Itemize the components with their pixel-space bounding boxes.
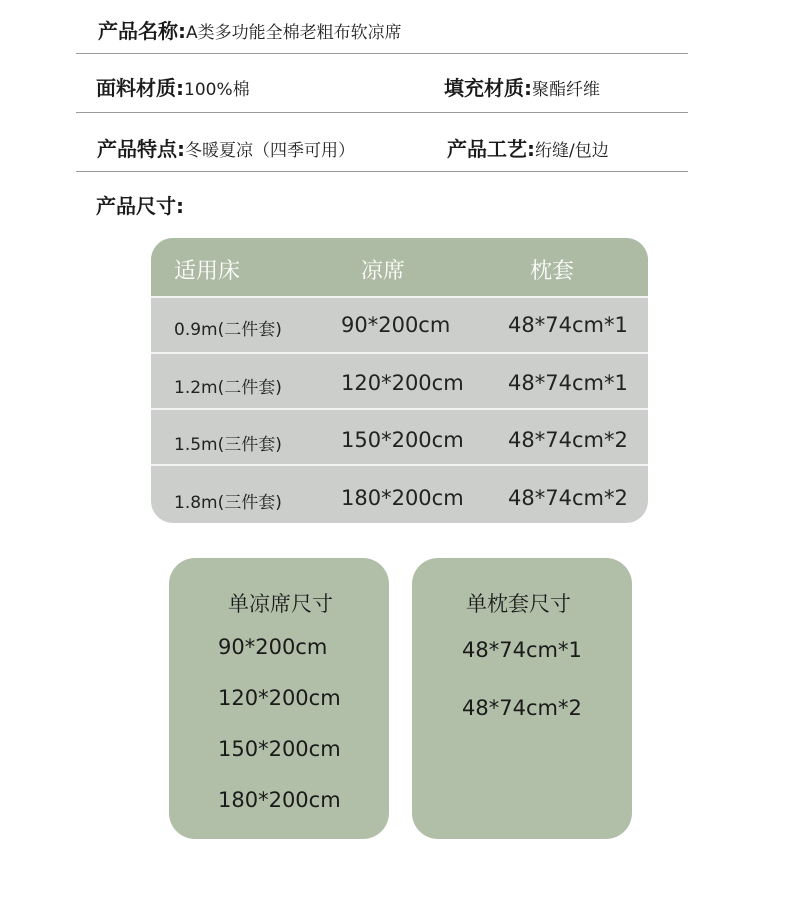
bed-size-cell: 1.2m(二件套) (174, 378, 282, 398)
mat-size-cell: 150*200cm (341, 428, 464, 452)
pillow-size-card (412, 558, 632, 839)
mat-size-card (169, 558, 389, 839)
feature-value: 冬暖夏凉（四季可用） (185, 141, 355, 161)
bed-size-cell: 0.9m(二件套) (174, 320, 282, 340)
divider (76, 112, 688, 113)
pillow-size-cell: 48*74cm*2 (508, 486, 628, 510)
pillow-size-cell: 48*74cm*2 (508, 428, 628, 452)
filling-label: 填充材质: (444, 76, 532, 100)
header-bed: 适用床 (174, 259, 241, 284)
size-heading (96, 190, 184, 219)
divider (76, 171, 688, 172)
mat-card-item: 180*200cm (218, 788, 341, 812)
craft-row (447, 133, 609, 162)
pillow-card-item: 48*74cm*2 (462, 696, 582, 720)
mat-card-item: 150*200cm (218, 737, 341, 761)
table-row (151, 354, 648, 410)
fabric-row (96, 72, 250, 101)
filling-row (444, 72, 600, 101)
filling-value: 聚酯纤维 (532, 80, 600, 100)
bed-size-cell: 1.5m(三件套) (174, 435, 282, 455)
product-name-value: A类多功能全棉老粗布软凉席 (186, 23, 402, 43)
table-row (151, 298, 648, 354)
divider (76, 53, 688, 54)
size-table (151, 238, 648, 523)
header-pillow: 枕套 (530, 259, 575, 284)
pillow-card-title: 单枕套尺寸 (466, 592, 571, 616)
table-row (151, 466, 648, 522)
craft-label: 产品工艺: (447, 137, 535, 161)
feature-row (97, 133, 355, 162)
pillow-size-cell: 48*74cm*1 (508, 371, 628, 395)
craft-value: 绗缝/包边 (535, 141, 609, 161)
mat-size-cell: 120*200cm (341, 371, 464, 395)
size-label: 产品尺寸: (96, 194, 184, 218)
fabric-label: 面料材质: (96, 76, 184, 100)
product-name-label: 产品名称: (98, 19, 186, 43)
pillow-size-cell: 48*74cm*1 (508, 313, 628, 337)
mat-size-cell: 90*200cm (341, 313, 451, 337)
bed-size-cell: 1.8m(三件套) (174, 493, 282, 513)
header-mat: 凉席 (361, 259, 406, 284)
mat-card-item: 120*200cm (218, 686, 341, 710)
mat-card-title: 单凉席尺寸 (228, 592, 333, 616)
feature-label: 产品特点: (97, 137, 185, 161)
mat-card-item: 90*200cm (218, 635, 328, 659)
fabric-value: 100%棉 (184, 80, 250, 100)
table-row (151, 410, 648, 466)
product-name-row (98, 15, 402, 44)
pillow-card-item: 48*74cm*1 (462, 638, 582, 662)
table-header (151, 238, 648, 298)
mat-size-cell: 180*200cm (341, 486, 464, 510)
